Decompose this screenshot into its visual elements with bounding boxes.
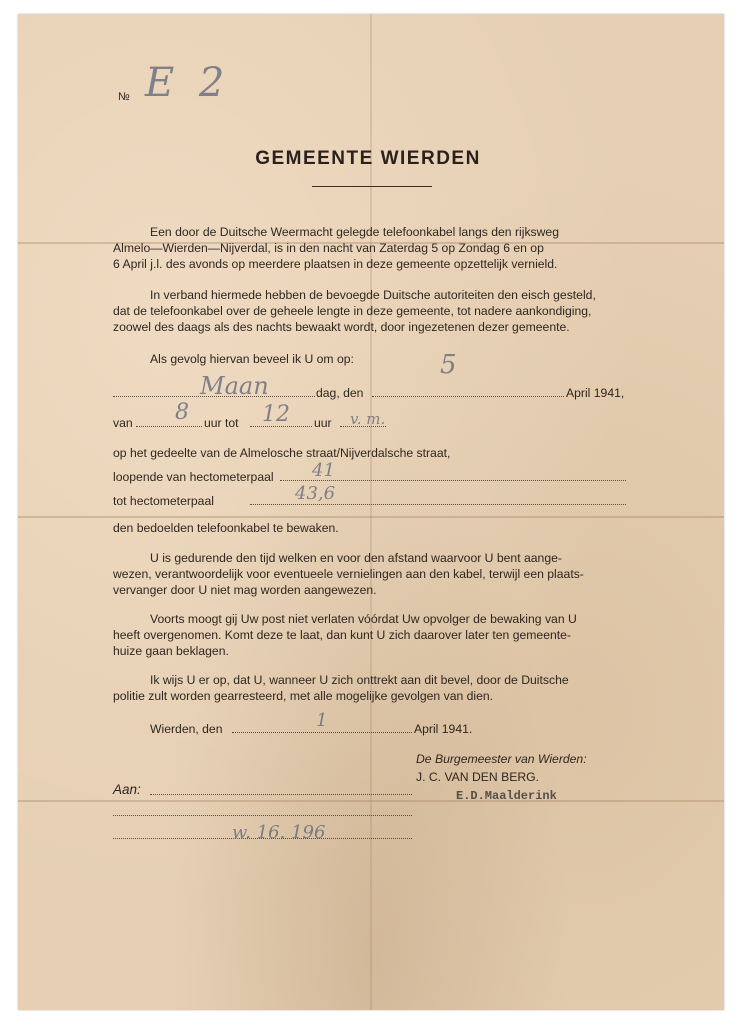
- from-hour-handwritten: 8: [175, 400, 189, 425]
- document-number-handwritten: E 2: [145, 60, 231, 106]
- day-label: dag, den: [316, 386, 364, 400]
- title-underline: [312, 186, 432, 187]
- paragraph-2-line: zoowel des daags als des nachts bewaakt wordt, door ingezetenen dezer gemeente.: [113, 320, 570, 334]
- recipient-handwritten: w. 16. 196: [232, 822, 326, 843]
- paragraph-4-line: vervanger door U niet mag worden aangewezen.: [113, 583, 377, 597]
- signature-title: De Burgemeester van Wierden:: [416, 752, 587, 766]
- from-pole-label: loopende van hectometerpaal: [113, 470, 274, 484]
- to-hour-handwritten: 12: [262, 402, 290, 427]
- number-prefix: №: [118, 91, 130, 103]
- paragraph-2-line: In verband hiermede hebben de bevoegde Duitsche autoriteiten den eisch gesteld,: [150, 288, 596, 302]
- paragraph-2-line: dat de telefoonkabel over de geheele lengte in deze gemeente, tot nadere aankondiging,: [113, 304, 592, 318]
- date-handwritten: 5: [440, 350, 457, 380]
- paragraph-5-line: Voorts moogt gij Uw post niet verlaten vóórdat Uw opvolger de bewaking van U: [150, 612, 577, 626]
- hour-label: uur: [314, 416, 332, 430]
- paragraph-6-line: politie zult worden gearresteerd, met alle mogelijke gevolgen van dien.: [113, 689, 494, 703]
- signature-stamp: E.D.Maalderink: [456, 789, 557, 803]
- paragraph-3: Als gevolg hiervan beveel ik U om op:: [150, 352, 354, 366]
- recipient-field-2: [113, 815, 412, 816]
- page-title: GEMEENTE WIERDEN: [255, 148, 481, 169]
- date-field: [372, 396, 564, 397]
- recipient-field-1: [150, 794, 412, 795]
- paragraph-5-line: huize gaan beklagen.: [113, 644, 229, 658]
- paragraph-6-line: Ik wijs U er op, dat U, wanneer U zich onttrekt aan dit bevel, door de Duitsche: [150, 673, 569, 687]
- day-handwritten: Maan: [200, 372, 269, 400]
- recipient-label: Aan:: [113, 782, 141, 797]
- from-pole-handwritten: 41: [312, 460, 335, 481]
- until-label: uur tot: [204, 416, 239, 430]
- sign-date-field: [232, 732, 412, 733]
- paragraph-1-line: Een door de Duitsche Weermacht gelegde telefoonkabel langs den rijksweg: [150, 225, 559, 239]
- sign-date-suffix: April 1941.: [414, 722, 473, 736]
- to-pole-label: tot hectometerpaal: [113, 494, 214, 508]
- paragraph-1-line: Almelo—Wierden—Nijverdal, is in den nacht van Zaterdag 5 op Zondag 6 en op: [113, 241, 544, 255]
- street-section: op het gedeelte van de Almelosche straat/Nijverdalsche straat,: [113, 446, 451, 460]
- signature-name: J. C. VAN DEN BERG.: [416, 770, 540, 784]
- april-label: April 1941,: [566, 386, 625, 400]
- paragraph-5-line: heeft overgenomen. Komt deze te laat, dan kunt U zich daarover later ten gemeente-: [113, 628, 571, 642]
- from-field: [136, 426, 202, 427]
- sign-date-handwritten: 1: [316, 710, 328, 731]
- to-pole-handwritten: 43,6: [295, 483, 336, 504]
- from-label: van: [113, 416, 133, 430]
- guard-instruction: den bedoelden telefoonkabel te bewaken.: [113, 521, 339, 535]
- place-label: Wierden, den: [150, 722, 223, 736]
- time-suffix-handwritten: v. m.: [350, 410, 386, 428]
- paragraph-4-line: wezen, verantwoordelijk voor eventueele vernielingen aan den kabel, terwijl een plaats-: [113, 567, 584, 581]
- paragraph-4-line: U is gedurende den tijd welken en voor den afstand waarvoor U bent aange-: [150, 551, 562, 565]
- to-pole-field: [250, 504, 626, 505]
- paragraph-1-line: 6 April j.l. des avonds op meerdere plaatsen in deze gemeente opzettelijk vernield.: [113, 257, 558, 271]
